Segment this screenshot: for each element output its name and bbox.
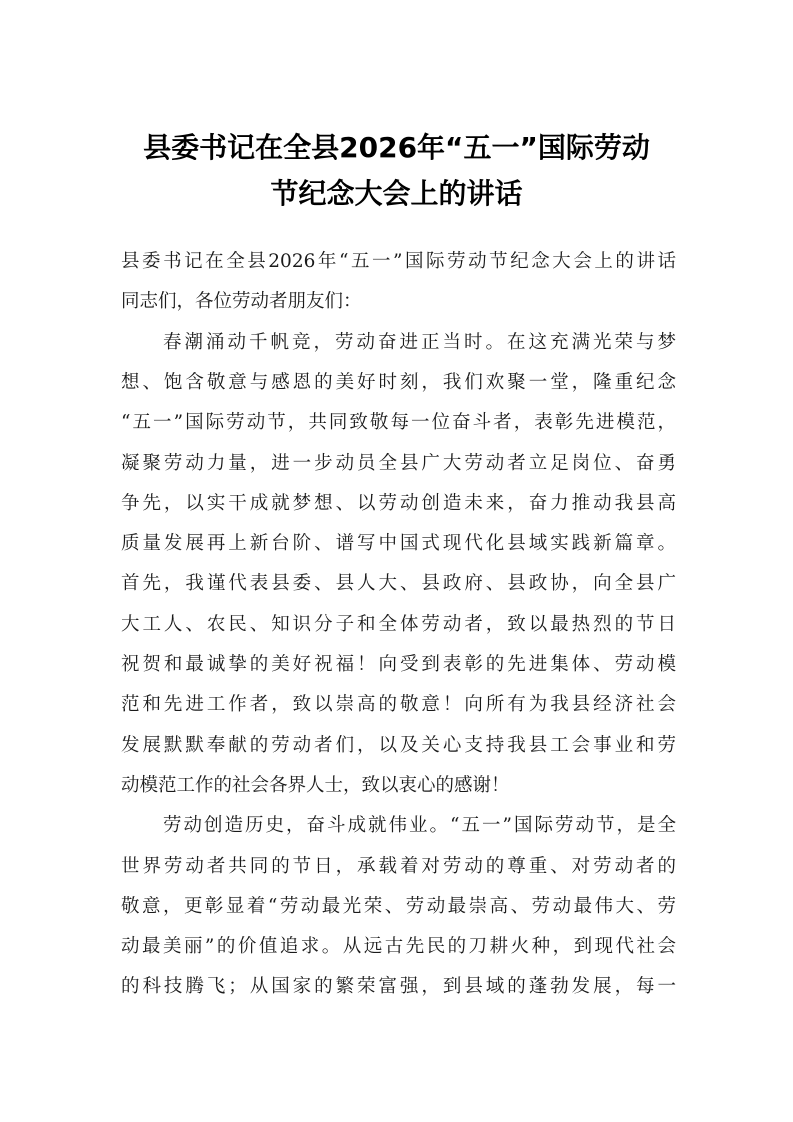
- body-line: 敬意，更彰显着“劳动最光荣、劳动最崇高、劳动最伟大、劳: [121, 895, 676, 917]
- body-line: 想、饱含敬意与感恩的美好时刻，我们欢聚一堂，隆重纪念: [121, 371, 676, 393]
- body-line: 凝聚劳动力量，进一步动员全县广大劳动者立足岗位、奋勇: [121, 452, 676, 474]
- document-title-line-1: 县委书记在全县2026年“五一”国际劳动: [143, 131, 650, 164]
- body-line: 同志们，各位劳动者朋友们：: [121, 291, 362, 313]
- body-line: 春潮涌动千帆竞，劳动奋进正当时。在这充满光荣与梦: [163, 331, 676, 353]
- body-line: 大工人、农民、知识分子和全体劳动者，致以最热烈的节日: [121, 613, 676, 635]
- body-line: 首先，我谨代表县委、县人大、县政府、县政协，向全县广: [121, 573, 676, 595]
- body-line: 动模范工作的社会各界人士，致以衷心的感谢！: [121, 774, 510, 796]
- body-line: 范和先进工作者，致以崇高的敬意！向所有为我县经济社会: [121, 694, 676, 716]
- body-line: 的科技腾飞；从国家的繁荣富强，到县域的蓬勃发展，每一: [121, 976, 676, 998]
- body-line: 争先，以实干成就梦想、以劳动创造未来，奋力推动我县高: [121, 492, 676, 514]
- body-line: 质量发展再上新台阶、谱写中国式现代化县域实践新篇章。: [121, 533, 676, 555]
- body-line: 县委书记在全县2026年“五一”国际劳动节纪念大会上的讲话: [121, 251, 676, 272]
- body-line: “五一”国际劳动节，共同致敬每一位奋斗者，表彰先进模范，: [121, 412, 676, 434]
- body-line: 劳动创造历史，奋斗成就伟业。“五一”国际劳动节，是全: [163, 815, 676, 837]
- document-title-line-2: 节纪念大会上的讲话: [270, 177, 523, 210]
- body-line: 祝贺和最诚挚的美好祝福！向受到表彰的先进集体、劳动模: [121, 654, 676, 675]
- body-line: 世界劳动者共同的节日，承载着对劳动的尊重、对劳动者的: [121, 855, 676, 877]
- body-line: 发展默默奉献的劳动者们，以及关心支持我县工会事业和劳: [121, 734, 676, 756]
- body-line: 动最美丽”的价值追求。从远古先民的刀耕火种，到现代社会: [121, 936, 676, 958]
